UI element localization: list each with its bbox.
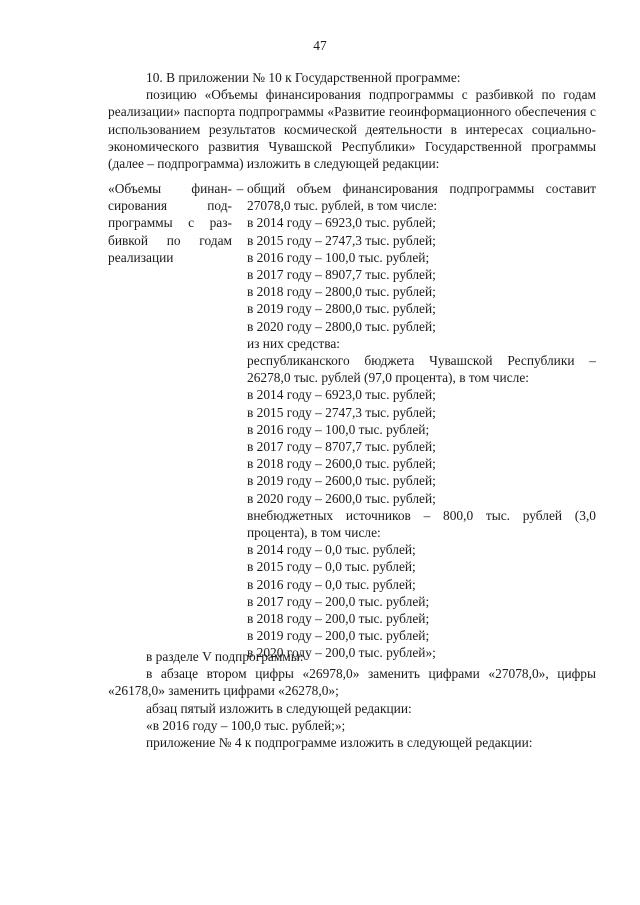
value-line: в 2017 году – 8907,7 тыс. рублей; <box>247 267 436 283</box>
value-line: в 2016 году – 100,0 тыс. рублей; <box>247 249 430 265</box>
financing-values-cell <box>247 180 596 662</box>
value-line: в 2015 году – 2747,3 тыс. рублей; <box>247 404 436 420</box>
financing-label-cell <box>108 180 232 266</box>
value-line: республиканского бюджета Чувашской Республики – 26278,0 тыс. рублей (97,0 процента), в том числе: <box>247 353 596 386</box>
separator-dash: – <box>236 181 244 196</box>
page-number: 47 <box>313 38 327 53</box>
intro-block <box>108 69 596 172</box>
value-line: в 2015 году – 2747,3 тыс. рублей; <box>247 232 436 248</box>
value-line: в 2016 году – 100,0 тыс. рублей; <box>247 421 430 437</box>
value-line: в 2017 году – 200,0 тыс. рублей; <box>247 593 430 609</box>
intro-position-paragraph: позицию «Объемы финансирования подпрограммы с разбивкой по годам реализации» паспорта подпрограммы «Развитие геоинформационного обеспечения с использованием результатов космической деятельности в интересах социально-экономического развития Чувашской Республики» Государственной программы (далее – подпрограмма) изложить в следующей редакции: <box>108 87 596 172</box>
value-line: в 2014 году – 6923,0 тыс. рублей; <box>247 387 436 403</box>
value-line: в 2020 году – 2800,0 тыс. рублей; <box>247 318 436 334</box>
value-line: в 2018 году – 200,0 тыс. рублей; <box>247 611 430 627</box>
label-line: реализации <box>108 249 174 265</box>
value-line: из них средства: <box>247 335 341 351</box>
value-line: в 2020 году – 2600,0 тыс. рублей; <box>247 490 436 506</box>
value-line: в 2019 году – 2800,0 тыс. рублей; <box>247 301 436 317</box>
value-line: внебюджетных источников – 800,0 тыс. рублей (3,0 процента), в том числе: <box>247 507 596 541</box>
value-line: в 2017 году – 8707,7 тыс. рублей; <box>247 439 436 455</box>
value-line: в 2015 году – 0,0 тыс. рублей; <box>247 559 416 575</box>
section-v-paragraph: приложение № 4 к подпрограмме изложить в следующей редакции: <box>146 735 533 751</box>
section-v-paragraph: абзац пятый изложить в следующей редакции: <box>146 700 412 716</box>
label-line: сирования под- <box>108 198 232 214</box>
section-v-block <box>108 648 596 751</box>
value-line: в 2018 году – 2800,0 тыс. рублей; <box>247 284 436 300</box>
section-v-paragraph: «в 2016 году – 100,0 тыс. рублей;»; <box>146 717 346 733</box>
value-line: общий объем финансирования подпрограммы составит 27078,0 тыс. рублей, в том числе: <box>247 181 596 214</box>
value-line: в 2014 году – 0,0 тыс. рублей; <box>247 542 416 558</box>
section-v-paragraph: в разделе V подпрограммы: <box>146 649 304 664</box>
value-line: в 2016 году – 0,0 тыс. рублей; <box>247 576 416 592</box>
value-line: в 2020 году – 200,0 тыс. рублей»; <box>247 645 436 661</box>
section-v-paragraph: в абзаце втором цифры «26978,0» заменить цифрами «27078,0», цифры «26178,0» заменить цифрами «26278,0»; <box>108 666 596 699</box>
value-line: в 2014 году – 6923,0 тыс. рублей; <box>247 215 436 231</box>
intro-item-heading: 10. В приложении № 10 к Государственной программе: <box>146 70 461 85</box>
label-line: «Объемы финан- <box>108 181 232 196</box>
value-line: в 2019 году – 200,0 тыс. рублей; <box>247 628 430 644</box>
value-line: в 2019 году – 2600,0 тыс. рублей; <box>247 473 436 489</box>
value-line: в 2018 году – 2600,0 тыс. рублей; <box>247 456 436 472</box>
label-line: бивкой по годам <box>108 232 232 248</box>
label-line: программы с раз- <box>108 215 232 231</box>
